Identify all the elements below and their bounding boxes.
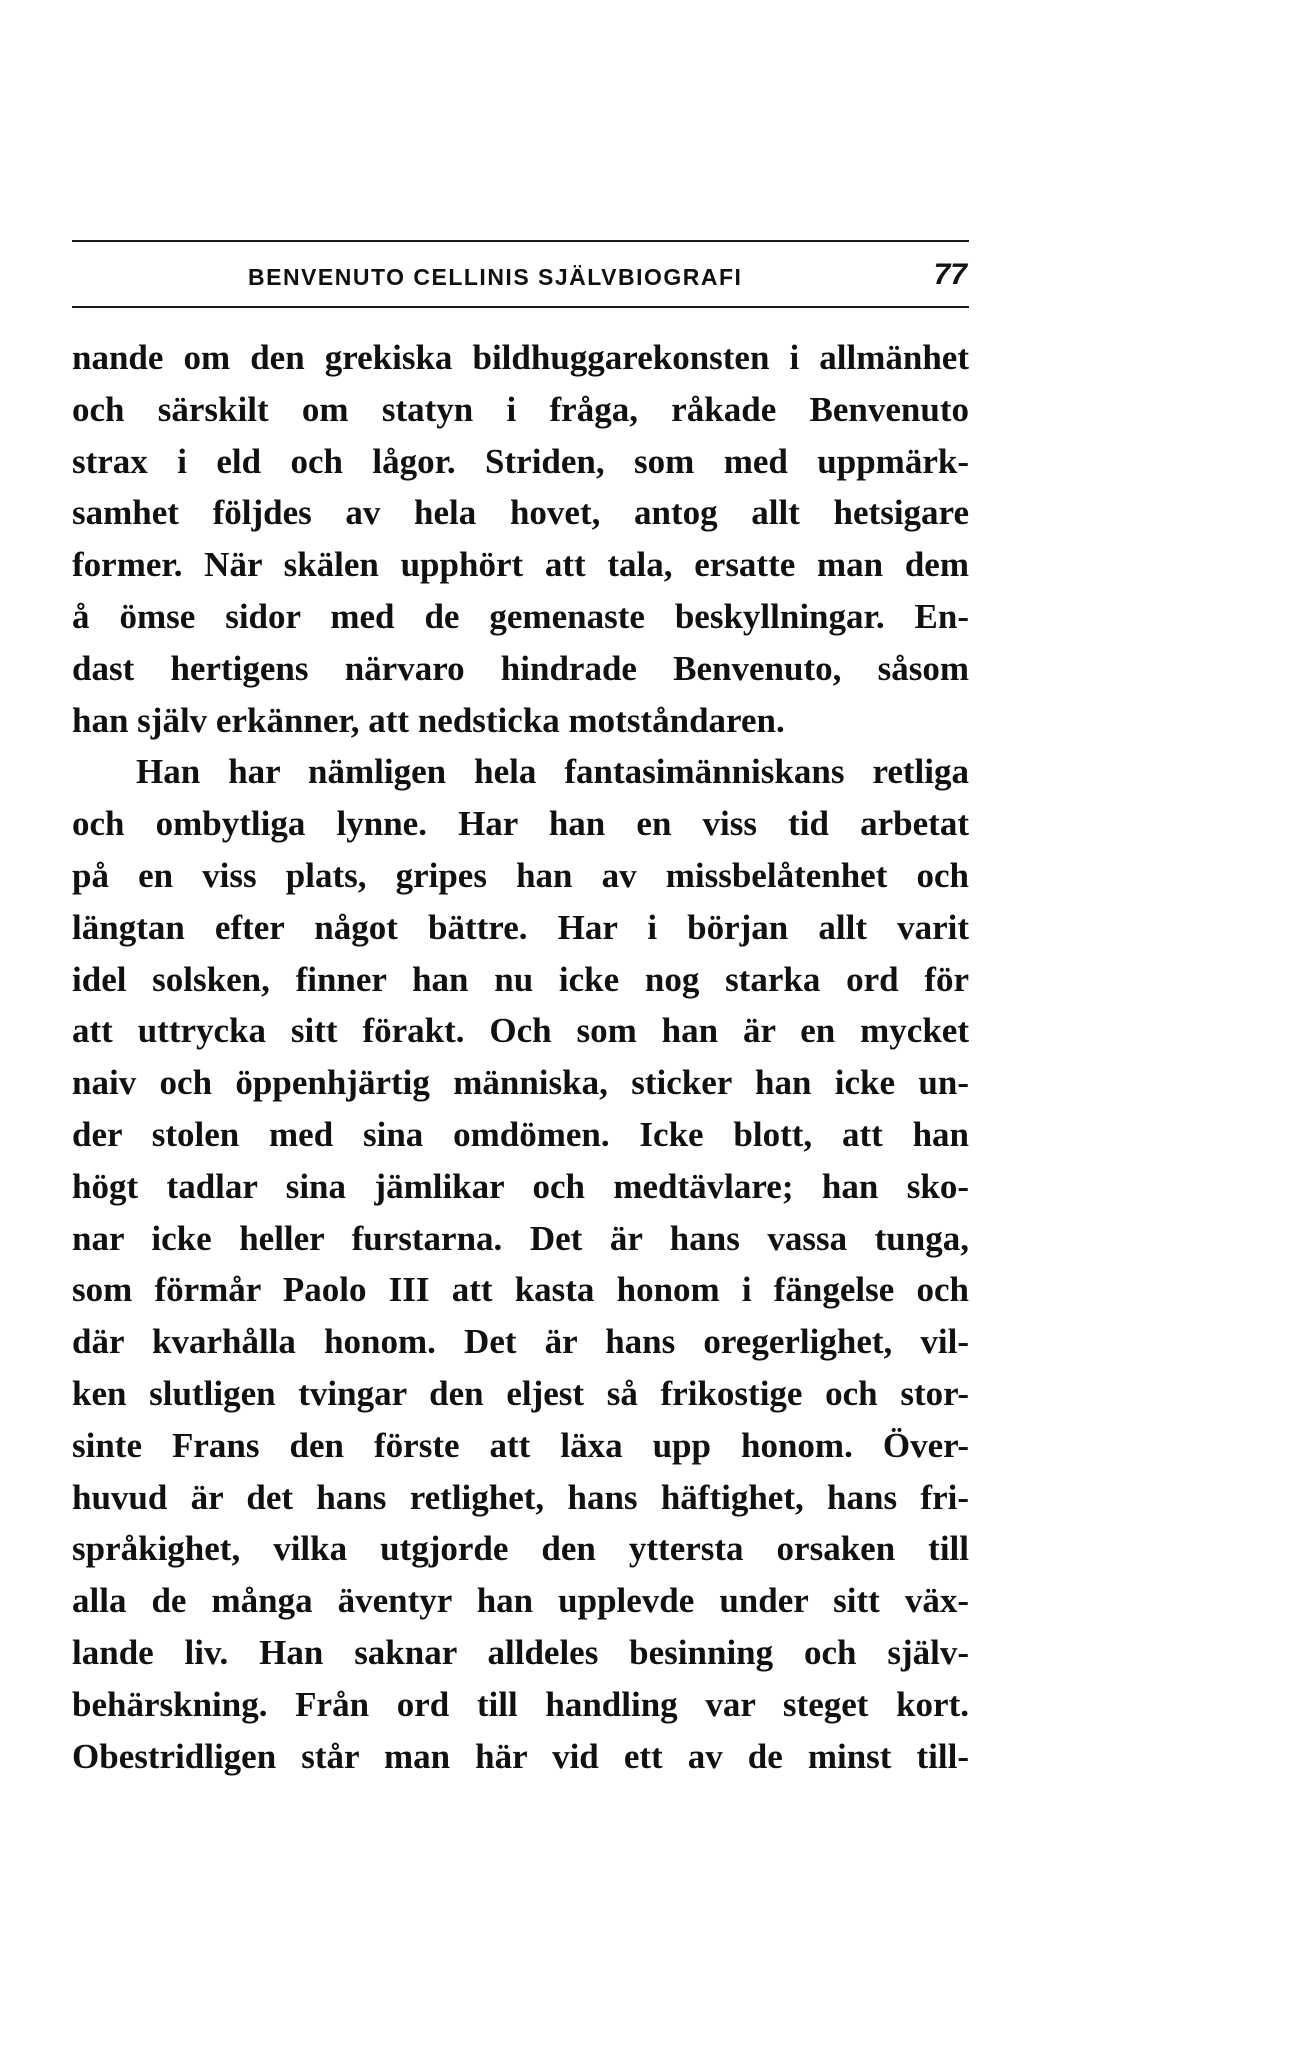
text-line: alla de många äventyr han upplevde under sitt väx- bbox=[72, 1581, 969, 1621]
text-line: och särskilt om statyn i fråga, råkade Benvenuto bbox=[72, 389, 969, 429]
running-head bbox=[72, 258, 969, 298]
page-number: 77 bbox=[933, 258, 967, 291]
text-line: idel solsken, finner han nu icke nog starka ord för bbox=[72, 959, 969, 999]
text-line: Obestridligen står man här vid ett av de minst till- bbox=[72, 1736, 969, 1776]
text-line: och ombytliga lynne. Har han en viss tid arbetat bbox=[72, 804, 969, 844]
text-line: naiv och öppenhjärtig människa, sticker han icke un- bbox=[72, 1063, 969, 1103]
running-title: BENVENUTO CELLINIS SJÄLVBIOGRAFI bbox=[248, 264, 743, 290]
text-line: der stolen med sina omdömen. Icke blott, att han bbox=[72, 1114, 969, 1154]
text-line: former. När skälen upphört att tala, ersatte man dem bbox=[72, 545, 969, 585]
text-line: som förmår Paolo III att kasta honom i fängelse och bbox=[72, 1270, 969, 1310]
text-line: behärskning. Från ord till handling var steget kort. bbox=[72, 1684, 969, 1724]
text-line: sinte Frans den förste att läxa upp honom. Över- bbox=[72, 1425, 969, 1465]
text-line: huvud är det hans retlighet, hans häftighet, hans fri- bbox=[72, 1477, 969, 1517]
text-line: att uttrycka sitt förakt. Och som han är en mycket bbox=[72, 1011, 969, 1051]
paragraph-1 bbox=[72, 332, 969, 746]
text-line: nar icke heller furstarna. Det är hans vassa tunga, bbox=[72, 1218, 969, 1258]
text-line: dast hertigens närvaro hindrade Benvenuto, såsom bbox=[72, 648, 969, 688]
paragraph-2 bbox=[72, 746, 969, 1782]
text-line: högt tadlar sina jämlikar och medtävlare; han sko- bbox=[72, 1166, 969, 1206]
text-line: ken slutligen tvingar den eljest så frikostige och stor- bbox=[72, 1373, 969, 1413]
text-line: å ömse sidor med de gemenaste beskyllningar. En- bbox=[72, 596, 969, 636]
text-line: samhet följdes av hela hovet, antog allt hetsigare bbox=[72, 493, 969, 533]
text-line: längtan efter något bättre. Har i början allt varit bbox=[72, 907, 969, 947]
text-line: där kvarhålla honom. Det är hans oregerlighet, vil- bbox=[72, 1322, 969, 1362]
text-line: lande liv. Han saknar alldeles besinning och själv- bbox=[72, 1632, 969, 1672]
text-line: Han har nämligen hela fantasimänniskans retliga bbox=[136, 752, 969, 792]
text-line: han själv erkänner, att nedsticka motståndaren. bbox=[72, 700, 785, 740]
text-line: strax i eld och lågor. Striden, som med uppmärk- bbox=[72, 441, 969, 481]
body-text bbox=[72, 332, 969, 1782]
text-line: på en viss plats, gripes han av missbelåtenhet och bbox=[72, 855, 969, 895]
header-rule-bottom bbox=[72, 306, 969, 308]
header-rule-top bbox=[72, 240, 969, 242]
text-line: nande om den grekiska bildhuggarekonsten i allmänhet bbox=[72, 338, 969, 377]
text-line: språkighet, vilka utgjorde den yttersta orsaken till bbox=[72, 1529, 969, 1569]
